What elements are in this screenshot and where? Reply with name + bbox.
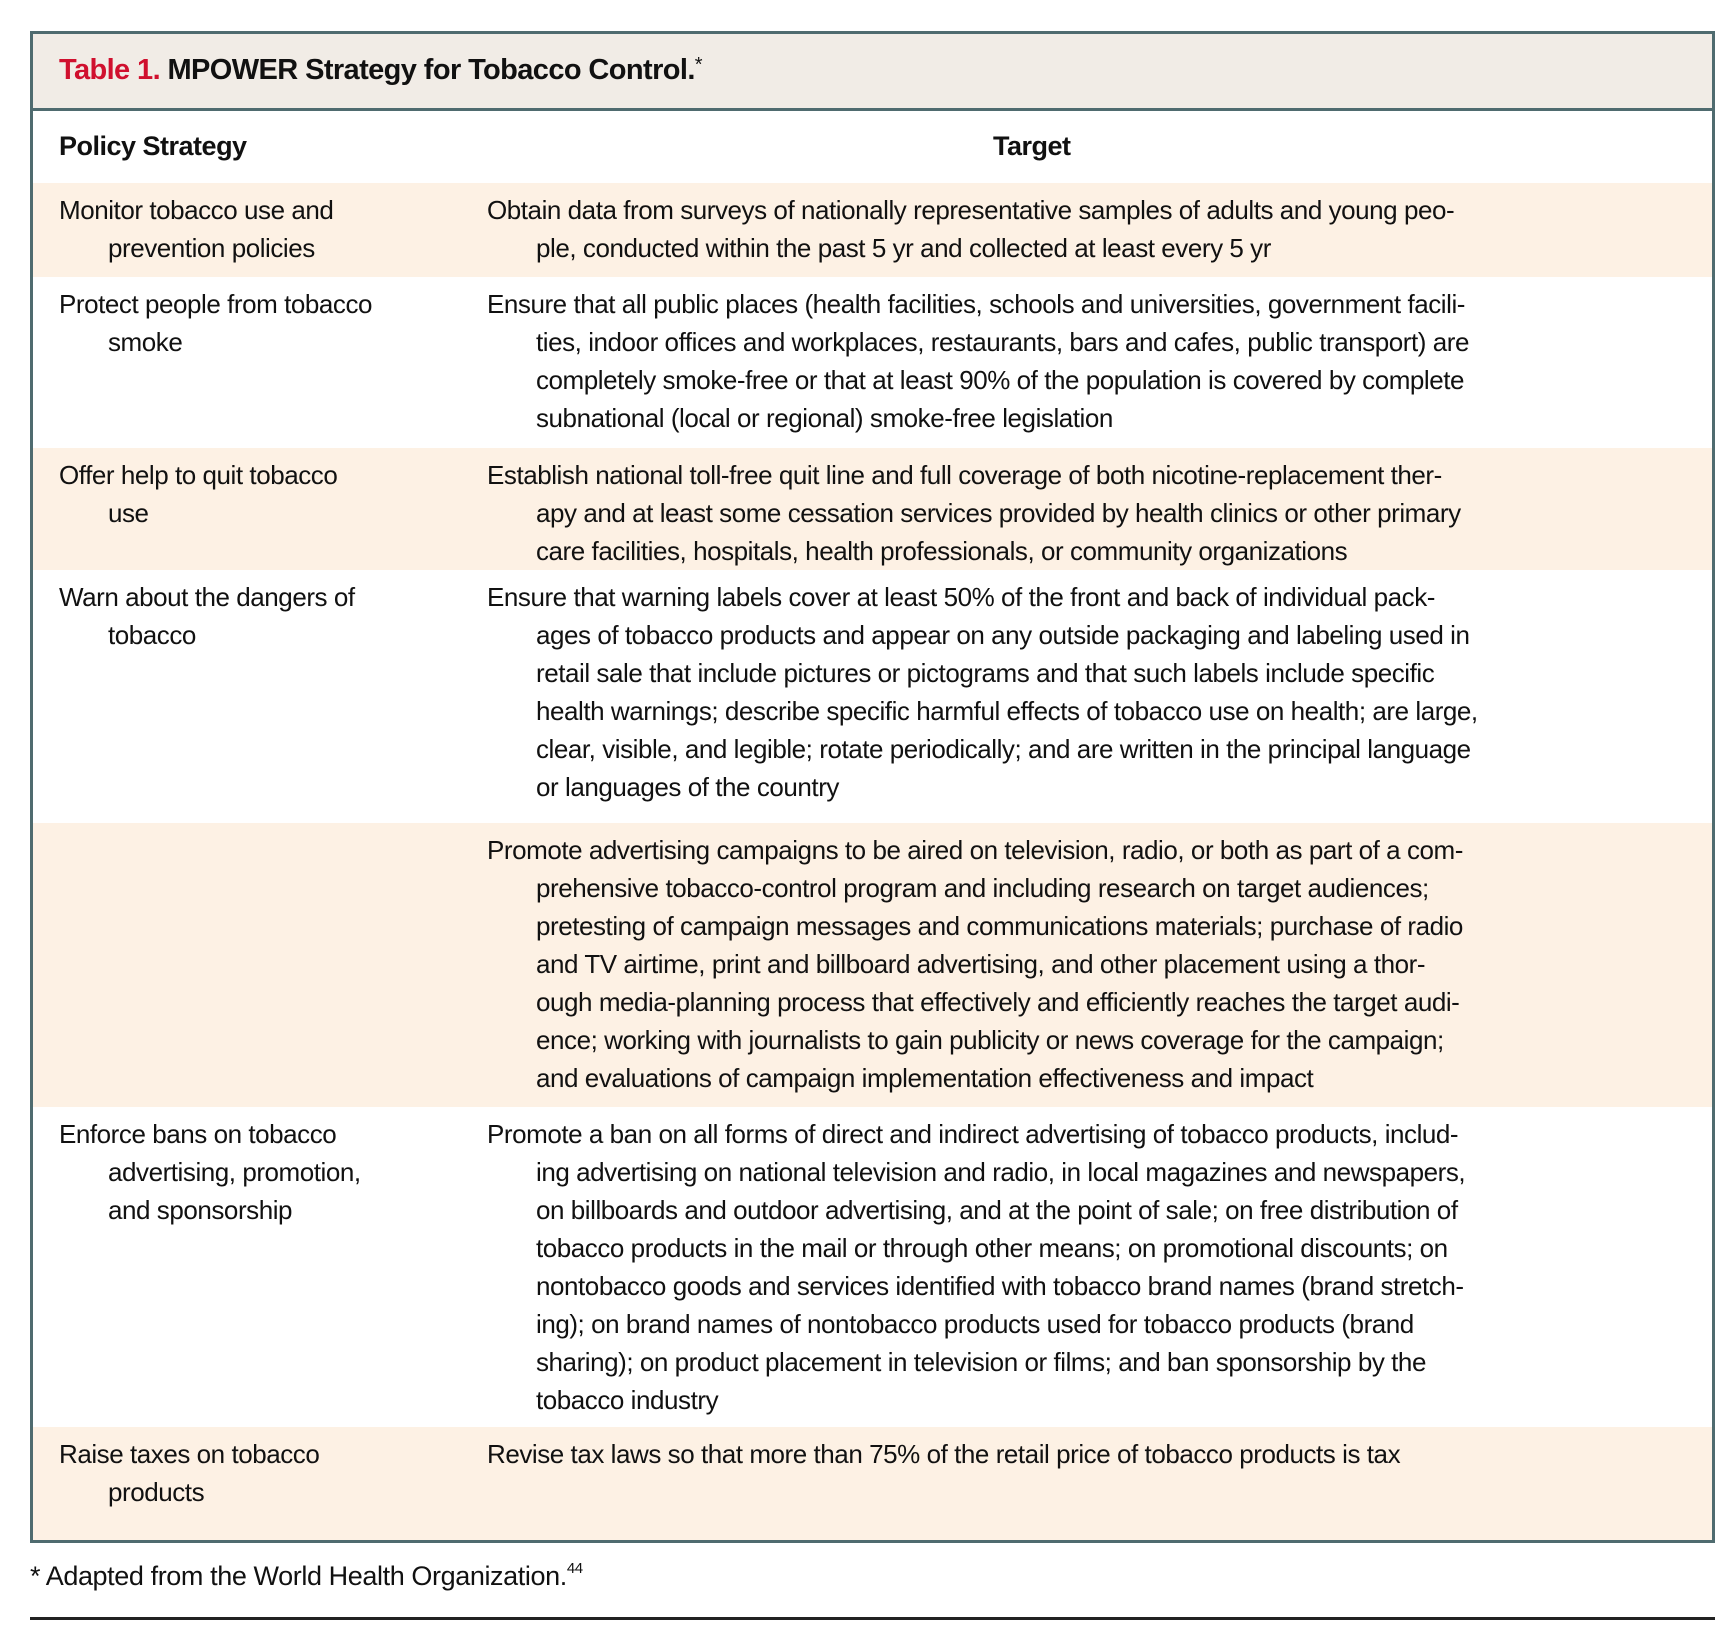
cell-line: ing); on brand names of nontobacco products used for tobacco products (brand bbox=[536, 1309, 1414, 1339]
target-cell bbox=[487, 1115, 1707, 1419]
table-row bbox=[33, 1107, 1712, 1427]
cell-line: Enforce bans on tobacco bbox=[59, 1119, 337, 1149]
table-row bbox=[33, 183, 1712, 277]
cell-line: Raise taxes on tobacco bbox=[59, 1439, 320, 1469]
cell-line: apy and at least some cessation services provided by health clinics or other primary bbox=[536, 498, 1461, 528]
cell-line: tobacco products in the mail or through other means; on promotional discounts; on bbox=[536, 1233, 1448, 1263]
cell-line: nontobacco goods and services identified with tobacco brand names (brand stretch- bbox=[536, 1271, 1464, 1301]
cell-line: Monitor tobacco use and bbox=[59, 195, 334, 225]
target-cell bbox=[487, 1435, 1707, 1473]
cell-line: Obtain data from surveys of nationally representative samples of adults and young peo- bbox=[487, 195, 1455, 225]
cell-line: completely smoke-free or that at least 90% of the population is covered by complete bbox=[536, 365, 1465, 395]
policy-strategy-cell bbox=[59, 191, 459, 267]
cell-line: clear, visible, and legible; rotate periodically; and are written in the principal language bbox=[536, 734, 1471, 764]
cell-line: pretesting of campaign messages and communications materials; purchase of radio bbox=[536, 911, 1463, 941]
title-footnote-marker: * bbox=[694, 54, 702, 76]
table-title-bar bbox=[33, 34, 1712, 111]
cell-line: tobacco industry bbox=[536, 1385, 719, 1415]
table-footnote bbox=[30, 1560, 583, 1592]
target-cell bbox=[487, 456, 1707, 570]
cell-line: ing advertising on national television and radio, in local magazines and newspapers, bbox=[536, 1157, 1466, 1187]
cell-line: advertising, promotion, bbox=[108, 1157, 361, 1187]
table-label: Table 1. bbox=[59, 54, 161, 86]
cell-line: retail sale that include pictures or pictograms and that such labels include specific bbox=[536, 658, 1435, 688]
cell-line: and sponsorship bbox=[108, 1195, 293, 1225]
cell-line: on billboards and outdoor advertising, and at the point of sale; on free distribution of bbox=[536, 1195, 1458, 1225]
table-row bbox=[33, 448, 1712, 570]
table-row bbox=[33, 570, 1712, 823]
policy-strategy-cell bbox=[59, 285, 459, 361]
table-row bbox=[33, 277, 1712, 448]
cell-line: Promote advertising campaigns to be aired on television, radio, or both as part of a com- bbox=[487, 835, 1463, 865]
cell-line: products bbox=[108, 1477, 205, 1507]
cell-line: ple, conducted within the past 5 yr and collected at least every 5 yr bbox=[536, 233, 1271, 263]
cell-line: Warn about the dangers of bbox=[59, 582, 355, 612]
policy-strategy-cell bbox=[59, 578, 459, 654]
cell-line: Offer help to quit tobacco bbox=[59, 460, 338, 490]
cell-line: smoke bbox=[108, 327, 183, 357]
cell-line: prevention policies bbox=[108, 233, 315, 263]
bottom-rule bbox=[30, 1617, 1715, 1620]
policy-strategy-cell bbox=[59, 1115, 459, 1229]
column-header-target: Target bbox=[993, 131, 1071, 161]
table-title-text: MPOWER Strategy for Tobacco Control. bbox=[160, 54, 695, 86]
table-title bbox=[59, 54, 702, 87]
table-row bbox=[33, 823, 1712, 1107]
cell-line: and evaluations of campaign implementation effectiveness and impact bbox=[536, 1063, 1314, 1093]
cell-line: Protect people from tobacco bbox=[59, 289, 373, 319]
cell-line: sharing); on product placement in television or films; and ban sponsorship by the bbox=[536, 1347, 1426, 1377]
footnote-reference: 44 bbox=[566, 1560, 583, 1577]
cell-line: health warnings; describe specific harmful effects of tobacco use on health; are large, bbox=[536, 696, 1478, 726]
cell-line: care facilities, hospitals, health professionals, or community organizations bbox=[536, 536, 1348, 566]
table-row bbox=[33, 1427, 1712, 1540]
cell-line: use bbox=[108, 498, 149, 528]
target-cell bbox=[487, 831, 1707, 1097]
cell-line: ence; working with journalists to gain publicity or news coverage for the campaign; bbox=[536, 1025, 1444, 1055]
cell-line: prehensive tobacco-control program and including research on target audiences; bbox=[536, 873, 1429, 903]
policy-strategy-cell bbox=[59, 1435, 459, 1511]
footnote-text: * Adapted from the World Health Organization. bbox=[30, 1561, 567, 1591]
target-cell bbox=[487, 285, 1707, 437]
column-header-policy-strategy: Policy Strategy bbox=[59, 131, 247, 161]
cell-line: Ensure that all public places (health facilities, schools and universities, government facili- bbox=[487, 289, 1465, 319]
cell-line: Establish national toll-free quit line and full coverage of both nicotine-replacement ther- bbox=[487, 460, 1442, 490]
cell-line: Promote a ban on all forms of direct and indirect advertising of tobacco products, includ- bbox=[487, 1119, 1459, 1149]
cell-line: subnational (local or regional) smoke-free legislation bbox=[536, 403, 1113, 433]
cell-line: or languages of the country bbox=[536, 772, 839, 802]
table bbox=[30, 31, 1715, 1543]
cell-line: and TV airtime, print and billboard advertising, and other placement using a thor- bbox=[536, 949, 1426, 979]
cell-line: ough media-planning process that effectively and efficiently reaches the target audi- bbox=[536, 987, 1460, 1017]
table-header-row bbox=[33, 111, 1712, 186]
target-cell bbox=[487, 191, 1707, 267]
target-cell bbox=[487, 578, 1707, 806]
cell-line: tobacco bbox=[108, 620, 196, 650]
cell-line: ties, indoor offices and workplaces, restaurants, bars and cafes, public transport) are bbox=[536, 327, 1469, 357]
cell-line: Ensure that warning labels cover at least 50% of the front and back of individual pack- bbox=[487, 582, 1435, 612]
cell-line: Revise tax laws so that more than 75% of the retail price of tobacco products is tax bbox=[487, 1439, 1401, 1469]
policy-strategy-cell bbox=[59, 456, 459, 532]
cell-line: ages of tobacco products and appear on any outside packaging and labeling used in bbox=[536, 620, 1470, 650]
